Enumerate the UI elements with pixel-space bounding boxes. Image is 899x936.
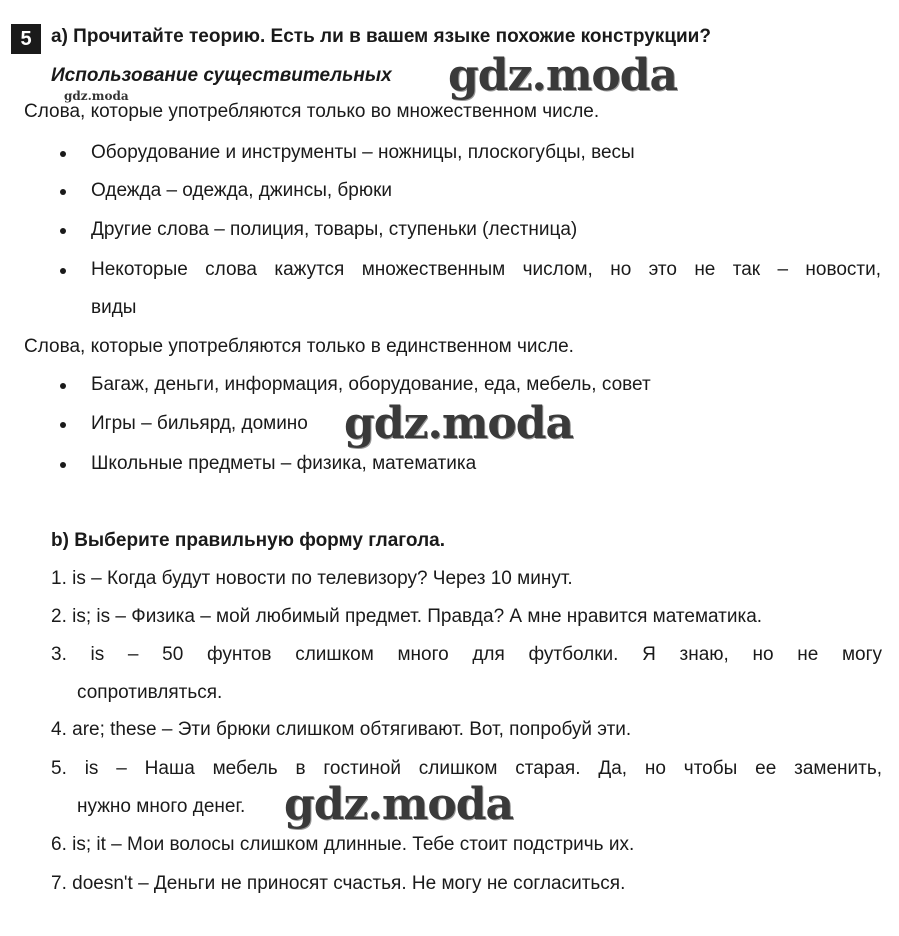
answer-line: 5. is – Наша мебель в гостиной слишком старая. Да, но чтобы ее заменить, bbox=[51, 758, 882, 779]
answer-line: 4. are; these – Эти брюки слишком обтягивают. Вот, попробуй эти. bbox=[51, 719, 632, 740]
answer-line: 2. is; is – Физика – мой любимый предмет. Правда? А мне нравится математика. bbox=[51, 606, 763, 627]
part-b-heading: b) Выберите правильную форму глагола. bbox=[51, 530, 445, 551]
bullet bbox=[60, 462, 66, 468]
bullet bbox=[60, 189, 66, 195]
answer-line: 7. doesn't – Деньги не приносят счастья. Не могу не согласиться. bbox=[51, 873, 626, 894]
watermark-middle: gdz.moda bbox=[344, 398, 574, 449]
watermark-top: gdz.moda bbox=[448, 50, 678, 101]
part-a-heading: a) Прочитайте теорию. Есть ли в вашем языке похожие конструкции? bbox=[51, 26, 711, 47]
answer-line-continuation: нужно много денег. bbox=[77, 796, 246, 817]
watermark-small: gdz.moda bbox=[64, 89, 129, 103]
subheading: Использование существительных bbox=[51, 65, 392, 86]
singular-item: Багаж, деньги, информация, оборудование, еда, мебель, совет bbox=[91, 374, 651, 395]
bullet bbox=[60, 151, 66, 157]
answer-line-continuation: сопротивляться. bbox=[77, 682, 223, 703]
singular-item: Игры – бильярд, домино bbox=[91, 413, 308, 434]
watermark-bottom: gdz.moda bbox=[284, 779, 514, 830]
answer-line: 6. is; it – Мои волосы слишком длинные. Тебе стоит подстричь их. bbox=[51, 834, 635, 855]
plural-item: Некоторые слова кажутся множественным числом, но это не так – новости, bbox=[91, 259, 881, 280]
plural-item: Одежда – одежда, джинсы, брюки bbox=[91, 180, 393, 201]
singular-item: Школьные предметы – физика, математика bbox=[91, 453, 477, 474]
exercise-number-badge: 5 bbox=[11, 24, 41, 54]
plural-item: Другие слова – полиция, товары, ступеньки (лестница) bbox=[91, 219, 578, 240]
bullet bbox=[60, 228, 66, 234]
bullet bbox=[60, 268, 66, 274]
bullet bbox=[60, 422, 66, 428]
plural-item-continuation: виды bbox=[91, 297, 137, 318]
plural-intro: Слова, которые употребляются только во множественном числе. bbox=[24, 101, 600, 122]
plural-item: Оборудование и инструменты – ножницы, плоскогубцы, весы bbox=[91, 142, 635, 163]
answer-line: 3. is – 50 фунтов слишком много для футболки. Я знаю, но не могу bbox=[51, 644, 882, 665]
singular-intro: Слова, которые употребляются только в единственном числе. bbox=[24, 336, 574, 357]
bullet bbox=[60, 383, 66, 389]
answer-line: 1. is – Когда будут новости по телевизору? Через 10 минут. bbox=[51, 568, 573, 589]
